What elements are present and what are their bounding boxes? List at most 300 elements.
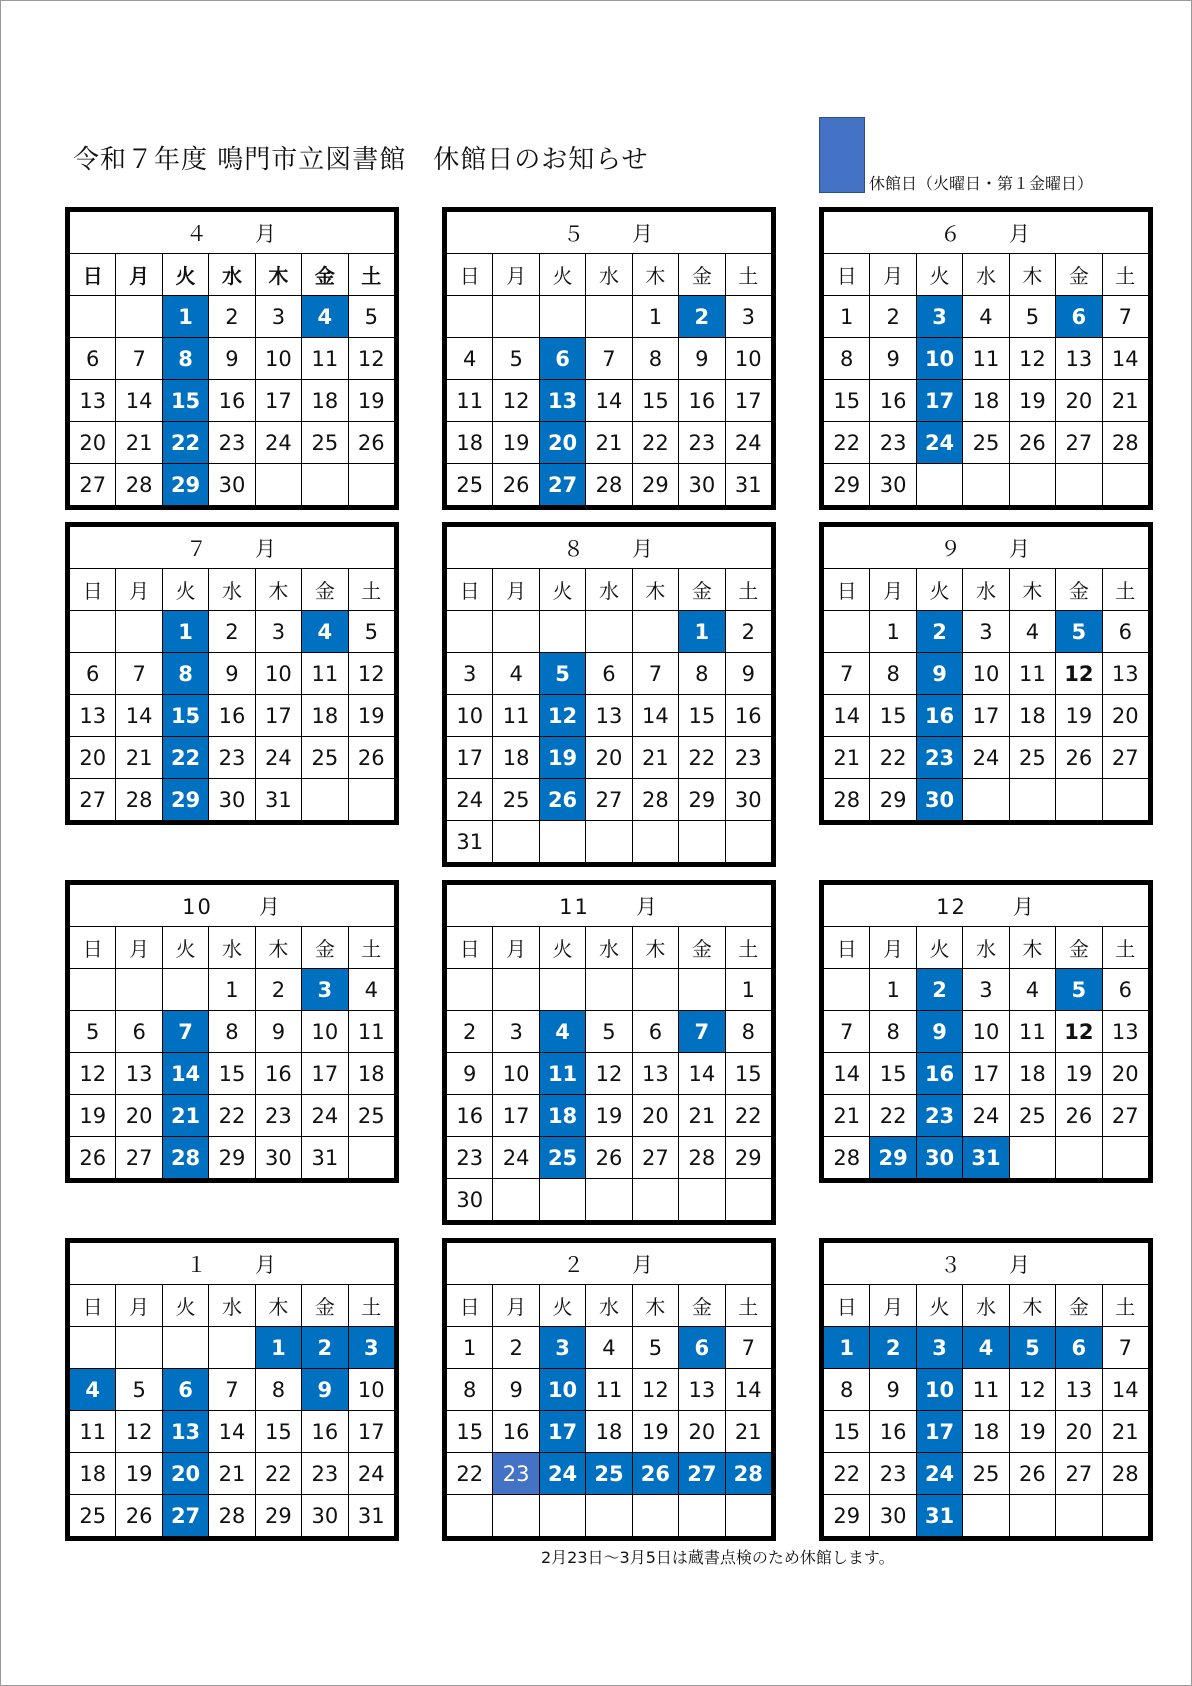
day-cell: 14	[725, 1369, 771, 1411]
closed-day-cell: 17	[539, 1411, 585, 1453]
day-cell: 22	[824, 1453, 870, 1495]
week-row	[447, 1011, 772, 1053]
closed-day-cell: 20	[539, 422, 585, 464]
weekday-header: 日	[824, 927, 870, 969]
closed-day-cell: 7	[162, 1011, 208, 1053]
week-row	[447, 653, 772, 695]
day-cell: 16	[447, 1095, 493, 1137]
weekday-header: 土	[725, 569, 771, 611]
day-cell: 8	[824, 338, 870, 380]
day-cell: 7	[586, 338, 632, 380]
day-cell: 15	[447, 1411, 493, 1453]
month-calendar-june	[819, 207, 1153, 510]
day-cell: 14	[116, 380, 162, 422]
weekday-header: 火	[916, 1285, 962, 1327]
day-cell: 26	[1056, 1095, 1102, 1137]
day-cell: 22	[209, 1095, 255, 1137]
empty-cell	[348, 464, 394, 506]
closed-day-cell: 1	[162, 611, 208, 653]
week-row	[824, 779, 1149, 821]
day-cell: 25	[302, 737, 348, 779]
day-cell: 21	[824, 1095, 870, 1137]
day-cell: 6	[70, 653, 116, 695]
day-cell: 4	[493, 653, 539, 695]
empty-cell	[493, 1179, 539, 1221]
empty-cell	[586, 969, 632, 1011]
empty-cell	[586, 1495, 632, 1537]
closed-day-cell: 29	[162, 464, 208, 506]
weekday-header: 水	[209, 927, 255, 969]
day-cell: 25	[1009, 737, 1055, 779]
day-cell: 25	[302, 422, 348, 464]
month-calendar-july	[65, 522, 399, 825]
day-cell: 29	[209, 1137, 255, 1179]
weekday-header: 木	[255, 569, 301, 611]
day-cell: 4	[1009, 969, 1055, 1011]
week-row	[447, 779, 772, 821]
day-cell: 4	[586, 1327, 632, 1369]
week-row	[447, 611, 772, 653]
day-cell: 25	[1009, 1095, 1055, 1137]
empty-cell	[1056, 464, 1102, 506]
day-cell: 5	[348, 296, 394, 338]
weekday-header: 月	[116, 1285, 162, 1327]
week-row	[824, 1453, 1149, 1495]
day-cell: 22	[255, 1453, 301, 1495]
day-cell: 6	[1102, 969, 1148, 1011]
weekday-header: 金	[1056, 254, 1102, 296]
day-cell: 18	[1009, 1053, 1055, 1095]
empty-cell	[679, 1179, 725, 1221]
closed-day-cell: 5	[1056, 969, 1102, 1011]
empty-cell	[1102, 1137, 1148, 1179]
closed-day-cell: 13	[539, 380, 585, 422]
weekday-header: 木	[255, 927, 301, 969]
closed-day-cell: 22	[162, 422, 208, 464]
day-cell: 7	[116, 338, 162, 380]
weekday-header: 金	[1056, 569, 1102, 611]
day-cell: 20	[1056, 380, 1102, 422]
day-cell: 10	[725, 338, 771, 380]
weekday-header: 水	[963, 254, 1009, 296]
day-cell: 9	[255, 1011, 301, 1053]
day-cell: 23	[725, 737, 771, 779]
closed-day-cell: 4	[70, 1369, 116, 1411]
day-cell: 20	[116, 1095, 162, 1137]
day-cell: 9	[447, 1053, 493, 1095]
day-cell: 11	[70, 1411, 116, 1453]
day-cell: 13	[632, 1053, 678, 1095]
weekday-header: 月	[116, 254, 162, 296]
closed-day-cell: 23	[493, 1453, 539, 1495]
day-cell: 10	[255, 338, 301, 380]
week-row	[447, 1137, 772, 1179]
weekday-header: 金	[1056, 1285, 1102, 1327]
day-cell: 21	[116, 737, 162, 779]
closed-day-cell: 26	[539, 779, 585, 821]
week-row	[70, 779, 395, 821]
day-cell: 18	[493, 737, 539, 779]
day-cell: 25	[447, 464, 493, 506]
day-cell: 17	[255, 695, 301, 737]
week-row	[824, 1369, 1149, 1411]
empty-cell	[539, 611, 585, 653]
weekday-header: 日	[447, 927, 493, 969]
closed-day-cell: 27	[539, 464, 585, 506]
week-row	[70, 464, 395, 506]
day-cell: 3	[725, 296, 771, 338]
day-cell: 19	[1056, 1053, 1102, 1095]
day-cell: 29	[870, 779, 916, 821]
day-cell: 21	[1102, 380, 1148, 422]
week-row	[824, 1411, 1149, 1453]
day-cell: 5	[632, 1327, 678, 1369]
day-cell: 29	[725, 1137, 771, 1179]
day-cell: 31	[255, 779, 301, 821]
day-cell: 21	[632, 737, 678, 779]
day-cell: 30	[725, 779, 771, 821]
day-cell: 5	[493, 338, 539, 380]
day-cell: 10	[255, 653, 301, 695]
day-cell: 16	[870, 1411, 916, 1453]
weekday-header: 木	[632, 569, 678, 611]
empty-cell	[586, 821, 632, 863]
empty-cell	[348, 779, 394, 821]
day-cell: 17	[493, 1095, 539, 1137]
day-cell: 14	[824, 1053, 870, 1095]
empty-cell	[1102, 1495, 1148, 1537]
day-cell: 27	[1056, 422, 1102, 464]
empty-cell	[679, 821, 725, 863]
closed-day-cell: 31	[916, 1495, 962, 1537]
day-cell: 13	[116, 1053, 162, 1095]
month-table	[446, 884, 772, 1221]
weekday-header: 月	[493, 254, 539, 296]
day-cell: 3	[493, 1011, 539, 1053]
weekday-header: 月	[493, 927, 539, 969]
month-table	[446, 211, 772, 506]
closed-day-cell: 1	[162, 296, 208, 338]
day-cell: 24	[348, 1453, 394, 1495]
weekday-header: 土	[1102, 254, 1148, 296]
week-row	[447, 1495, 772, 1537]
closed-day-cell: 2	[916, 969, 962, 1011]
month-calendar-may	[442, 207, 776, 510]
empty-cell	[348, 1137, 394, 1179]
day-cell: 24	[255, 737, 301, 779]
legend-color-swatch	[819, 117, 865, 193]
week-row	[447, 422, 772, 464]
week-row	[70, 422, 395, 464]
day-cell: 28	[116, 779, 162, 821]
closed-day-cell: 30	[916, 779, 962, 821]
empty-cell	[1009, 1495, 1055, 1537]
day-cell: 23	[870, 1453, 916, 1495]
day-cell: 7	[824, 1011, 870, 1053]
weekday-header: 水	[963, 569, 1009, 611]
weekday-header: 水	[586, 927, 632, 969]
day-cell: 18	[963, 380, 1009, 422]
month-title: ５ 月	[447, 212, 772, 254]
day-cell: 10	[493, 1053, 539, 1095]
week-row	[824, 422, 1149, 464]
weekday-header: 金	[302, 927, 348, 969]
day-cell: 26	[586, 1137, 632, 1179]
closed-day-cell: 12	[539, 695, 585, 737]
day-cell: 1	[632, 296, 678, 338]
closed-day-cell: 25	[539, 1137, 585, 1179]
day-cell: 19	[348, 695, 394, 737]
day-cell: 28	[1102, 1453, 1148, 1495]
day-cell: 30	[870, 464, 916, 506]
day-cell: 21	[1102, 1411, 1148, 1453]
day-cell: 11	[447, 380, 493, 422]
month-table	[69, 526, 395, 821]
day-cell: 14	[586, 380, 632, 422]
day-cell: 30	[209, 779, 255, 821]
empty-cell	[1102, 779, 1148, 821]
week-row	[70, 1369, 395, 1411]
empty-cell	[725, 1495, 771, 1537]
week-row	[447, 1327, 772, 1369]
day-cell: 4	[963, 296, 1009, 338]
empty-cell	[162, 1327, 208, 1369]
week-row	[70, 1053, 395, 1095]
day-cell: 27	[1102, 737, 1148, 779]
day-cell: 22	[632, 422, 678, 464]
empty-cell	[493, 821, 539, 863]
day-cell: 27	[632, 1137, 678, 1179]
day-cell: 16	[209, 380, 255, 422]
day-cell: 18	[348, 1053, 394, 1095]
day-cell: 1	[870, 611, 916, 653]
day-cell: 1	[209, 969, 255, 1011]
day-cell: 21	[725, 1411, 771, 1453]
closed-day-cell: 9	[916, 653, 962, 695]
day-cell: 30	[209, 464, 255, 506]
week-row	[824, 1137, 1149, 1179]
closed-day-cell: 6	[1056, 1327, 1102, 1369]
weekday-header: 水	[209, 1285, 255, 1327]
day-cell: 12	[1056, 653, 1102, 695]
day-cell: 9	[493, 1369, 539, 1411]
closed-day-cell: 19	[539, 737, 585, 779]
weekday-header: 土	[348, 569, 394, 611]
empty-cell	[255, 464, 301, 506]
day-cell: 12	[348, 338, 394, 380]
closed-day-cell: 23	[916, 737, 962, 779]
day-cell: 2	[209, 611, 255, 653]
closed-day-cell: 3	[302, 969, 348, 1011]
day-cell: 27	[116, 1137, 162, 1179]
day-cell: 20	[679, 1411, 725, 1453]
closed-day-cell: 2	[679, 296, 725, 338]
empty-cell	[447, 296, 493, 338]
empty-cell	[447, 611, 493, 653]
empty-cell	[539, 821, 585, 863]
weekday-header: 日	[447, 1285, 493, 1327]
day-cell: 18	[70, 1453, 116, 1495]
day-cell: 28	[632, 779, 678, 821]
day-cell: 2	[447, 1011, 493, 1053]
day-cell: 6	[1102, 611, 1148, 653]
day-cell: 13	[586, 695, 632, 737]
closed-day-cell: 4	[302, 296, 348, 338]
day-cell: 22	[447, 1453, 493, 1495]
month-table	[823, 211, 1149, 506]
day-cell: 11	[348, 1011, 394, 1053]
empty-cell	[963, 1495, 1009, 1537]
closed-day-cell: 31	[963, 1137, 1009, 1179]
closed-day-cell: 10	[916, 338, 962, 380]
day-cell: 17	[348, 1411, 394, 1453]
week-row	[447, 1411, 772, 1453]
day-cell: 14	[209, 1411, 255, 1453]
day-cell: 21	[209, 1453, 255, 1495]
day-cell: 12	[586, 1053, 632, 1095]
day-cell: 30	[255, 1137, 301, 1179]
week-row	[70, 1495, 395, 1537]
empty-cell	[725, 1179, 771, 1221]
day-cell: 19	[70, 1095, 116, 1137]
day-cell: 9	[679, 338, 725, 380]
day-cell: 7	[824, 653, 870, 695]
day-cell: 1	[725, 969, 771, 1011]
closed-day-cell: 6	[162, 1369, 208, 1411]
weekday-header: 日	[70, 1285, 116, 1327]
closed-day-cell: 5	[1009, 1327, 1055, 1369]
weekday-header: 月	[870, 1285, 916, 1327]
week-row	[447, 1095, 772, 1137]
weekday-header: 日	[447, 254, 493, 296]
empty-cell	[116, 611, 162, 653]
empty-cell	[632, 611, 678, 653]
closed-day-cell: 1	[824, 1327, 870, 1369]
day-cell: 6	[70, 338, 116, 380]
empty-cell	[116, 296, 162, 338]
weekday-header: 木	[632, 1285, 678, 1327]
weekday-header: 土	[348, 1285, 394, 1327]
closed-day-cell: 3	[539, 1327, 585, 1369]
month-title: ３ 月	[824, 1243, 1149, 1285]
empty-cell	[1102, 464, 1148, 506]
day-cell: 28	[209, 1495, 255, 1537]
week-row	[70, 737, 395, 779]
month-title: ９ 月	[824, 527, 1149, 569]
day-cell: 29	[632, 464, 678, 506]
weekday-header: 水	[209, 254, 255, 296]
day-cell: 11	[1009, 653, 1055, 695]
weekday-header: 水	[209, 569, 255, 611]
weekday-header: 日	[824, 1285, 870, 1327]
empty-cell	[1056, 779, 1102, 821]
day-cell: 16	[255, 1053, 301, 1095]
closed-day-cell: 1	[679, 611, 725, 653]
inspection-note: 2月23日～3月5日は蔵書点検のため休館します。	[541, 1548, 895, 1567]
day-cell: 31	[725, 464, 771, 506]
empty-cell	[1009, 779, 1055, 821]
closed-day-cell: 17	[916, 1411, 962, 1453]
day-cell: 23	[447, 1137, 493, 1179]
day-cell: 31	[348, 1495, 394, 1537]
day-cell: 27	[70, 464, 116, 506]
empty-cell	[632, 1495, 678, 1537]
day-cell: 3	[447, 653, 493, 695]
empty-cell	[70, 611, 116, 653]
week-row	[447, 821, 772, 863]
weekday-header: 木	[1009, 1285, 1055, 1327]
day-cell: 22	[679, 737, 725, 779]
day-cell: 23	[870, 422, 916, 464]
closed-day-cell: 13	[162, 1411, 208, 1453]
week-row	[824, 338, 1149, 380]
day-cell: 4	[1009, 611, 1055, 653]
day-cell: 22	[824, 422, 870, 464]
day-cell: 24	[963, 1095, 1009, 1137]
weekday-header: 日	[447, 569, 493, 611]
closed-day-cell: 5	[1056, 611, 1102, 653]
day-cell: 19	[1009, 380, 1055, 422]
week-row	[70, 296, 395, 338]
empty-cell	[493, 969, 539, 1011]
week-row	[824, 695, 1149, 737]
day-cell: 15	[824, 1411, 870, 1453]
day-cell: 26	[116, 1495, 162, 1537]
day-cell: 5	[348, 611, 394, 653]
empty-cell	[632, 821, 678, 863]
day-cell: 12	[632, 1369, 678, 1411]
day-cell: 28	[679, 1137, 725, 1179]
week-row	[447, 1369, 772, 1411]
week-row	[70, 1453, 395, 1495]
empty-cell	[824, 969, 870, 1011]
day-cell: 20	[586, 737, 632, 779]
day-cell: 30	[447, 1179, 493, 1221]
day-cell: 11	[1009, 1011, 1055, 1053]
day-cell: 2	[209, 296, 255, 338]
day-cell: 19	[348, 380, 394, 422]
week-row	[70, 1411, 395, 1453]
day-cell: 18	[1009, 695, 1055, 737]
day-cell: 17	[963, 695, 1009, 737]
closed-day-cell: 27	[679, 1453, 725, 1495]
day-cell: 23	[255, 1095, 301, 1137]
weekday-header: 水	[586, 569, 632, 611]
day-cell: 12	[348, 653, 394, 695]
day-cell: 18	[447, 422, 493, 464]
day-cell: 16	[679, 380, 725, 422]
closed-day-cell: 8	[162, 338, 208, 380]
weekday-header: 木	[255, 1285, 301, 1327]
legend-label: 休館日（火曜日・第１金曜日）	[869, 174, 1094, 193]
day-cell: 15	[824, 380, 870, 422]
weekday-header: 金	[679, 927, 725, 969]
weekday-header: 土	[1102, 569, 1148, 611]
day-cell: 13	[679, 1369, 725, 1411]
closed-day-cell: 6	[539, 338, 585, 380]
closed-day-cell: 20	[162, 1453, 208, 1495]
day-cell: 3	[963, 611, 1009, 653]
closed-day-cell: 3	[916, 296, 962, 338]
closed-day-cell: 1	[255, 1327, 301, 1369]
day-cell: 29	[824, 464, 870, 506]
day-cell: 16	[725, 695, 771, 737]
day-cell: 17	[725, 380, 771, 422]
empty-cell	[1056, 1495, 1102, 1537]
month-title: ６ 月	[824, 212, 1149, 254]
weekday-header: 月	[870, 927, 916, 969]
day-cell: 1	[824, 296, 870, 338]
